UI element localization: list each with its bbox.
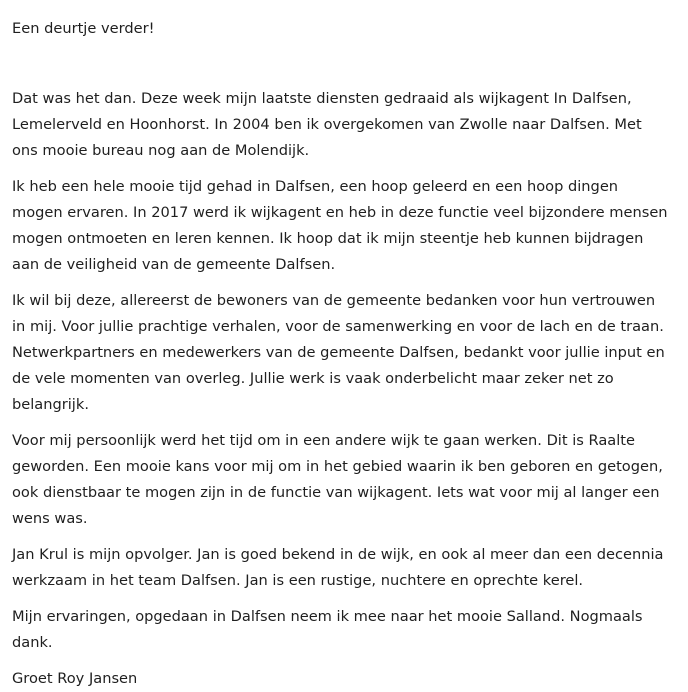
paragraph-experience [12, 174, 680, 278]
text-line: Voor mij persoonlijk werd het tijd om in een andere wijk te gaan werken. Dit is Raalte [12, 432, 635, 449]
letter-title: Een deurtje verder! [12, 20, 155, 37]
text-line: dank. [12, 634, 53, 651]
text-line: geworden. Een mooie kans voor mij om in het gebied waarin ik ben geboren en getogen, [12, 458, 663, 475]
text-line: in mij. Voor jullie prachtige verhalen, voor de samenwerking en voor de lach en de traan. [12, 318, 664, 335]
text-line: Lemelerveld en Hoonhorst. In 2004 ben ik overgekomen van Zwolle naar Dalfsen. Met [12, 116, 642, 133]
title-spacer [12, 42, 680, 86]
text-line: mogen ontmoeten en leren kennen. Ik hoop dat ik mijn steentje heb kunnen bijdragen [12, 230, 644, 247]
text-line: mogen ervaren. In 2017 werd ik wijkagent en heb in deze functie veel bijzondere mensen [12, 204, 668, 221]
paragraph-closing [12, 604, 680, 656]
text-line: Ik heb een hele mooie tijd gehad in Dalfsen, een hoop geleerd en een hoop dingen [12, 178, 619, 195]
text-line: Jan Krul is mijn opvolger. Jan is goed bekend in de wijk, en ook al meer dan een decennia [12, 546, 664, 563]
text-line: Ik wil bij deze, allereerst de bewoners van de gemeente bedanken voor hun vertrouwen [12, 292, 656, 309]
paragraph-farewell [12, 86, 680, 164]
paragraph-thanks [12, 288, 680, 418]
text-line: Mijn ervaringen, opgedaan in Dalfsen neem ik mee naar het mooie Salland. Nogmaals [12, 608, 643, 625]
text-line: wens was. [12, 510, 88, 527]
letter-document [12, 16, 680, 692]
text-line: werkzaam in het team Dalfsen. Jan is een rustige, nuchtere en oprechte kerel. [12, 572, 584, 589]
paragraph-successor [12, 542, 680, 594]
text-line: Dat was het dan. Deze week mijn laatste diensten gedraaid als wijkagent In Dalfsen, [12, 90, 632, 107]
text-line: ons mooie bureau nog aan de Molendijk. [12, 142, 310, 159]
paragraph-new-district [12, 428, 680, 532]
signoff: Groet Roy Jansen [12, 670, 138, 687]
text-line: aan de veiligheid van de gemeente Dalfsen. [12, 256, 336, 273]
text-line: Netwerkpartners en medewerkers van de gemeente Dalfsen, bedankt voor jullie input en [12, 344, 665, 361]
text-line: ook dienstbaar te mogen zijn in de functie van wijkagent. Iets wat voor mij al langer een [12, 484, 660, 501]
text-line: de vele momenten van overleg. Jullie werk is vaak onderbelicht maar zeker net zo [12, 370, 614, 387]
text-line: belangrijk. [12, 396, 89, 413]
